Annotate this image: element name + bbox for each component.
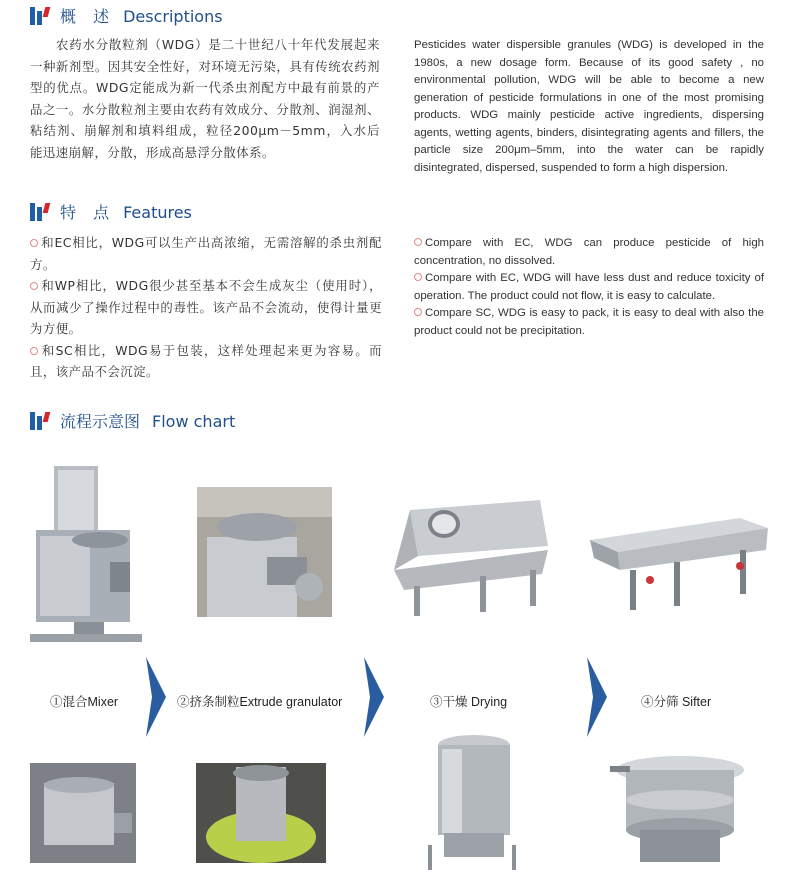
step-label-mixer: ①混合Mixer: [50, 695, 119, 709]
flowchart-heading: [30, 409, 235, 432]
descriptions-heading: [30, 4, 223, 27]
features-heading: [30, 200, 192, 223]
dryer-tower-photo: [424, 735, 520, 870]
flowchart-heading-en: Flow chart: [152, 412, 236, 431]
descriptions-heading-en: Descriptions: [123, 7, 223, 26]
mixer-machine-photo: [30, 462, 142, 642]
bullet-icon: [30, 347, 38, 355]
descriptions-text-en: Pesticides water dispersible granules (WDG) is developed in the 1980s, a new dosage form. Because of its good safety , no environmental pollution, WDG will be able to become a new generation of pesticide formulations in one of the most promising products. WDG mainly pesticide active ingredients, dispersing agents, wetting agents, binders, disintegrating agents and fillers, the particle size 200μm–5mm, into the water can be rapidly disintegrated, dispersed, suspended to form a high dispersion.: [414, 39, 764, 174]
brand-logo-icon: [30, 412, 50, 430]
step-label-extrude-granulator: ②挤条制粒Extrude granulator: [177, 695, 343, 709]
step-label-sifter: ④分筛 Sifter: [641, 695, 712, 709]
granulator-alt-photo: [196, 763, 326, 863]
flow-arrow-icon: [364, 657, 384, 737]
features-heading-en: Features: [123, 203, 192, 222]
feature-item-en: Compare with EC, WDG can produce pesticide of high concentration, no dissolved.: [414, 237, 764, 267]
extrude-granulator-photo: [197, 487, 332, 617]
drying-bed-photo: [390, 490, 550, 616]
bullet-icon: [30, 282, 38, 290]
bullet-icon: [414, 273, 422, 281]
sifter-machine-photo: [590, 510, 768, 616]
feature-item-en: Compare with EC, WDG will have less dust and reduce toxicity of operation. The product could not flow, it is easy to calculate.: [414, 272, 764, 302]
brand-logo-icon: [30, 7, 50, 25]
bullet-icon: [414, 308, 422, 316]
flow-arrow-icon: [587, 657, 607, 737]
bullet-icon: [414, 238, 422, 246]
step-label-drying: ③干燥 Drying: [430, 695, 508, 709]
bullet-icon: [30, 239, 38, 247]
mixer-alt-photo: [30, 763, 136, 863]
flow-arrow-icon: [146, 657, 166, 737]
feature-item-cn: 和SC相比，WDG易于包装，这样处理起来更为容易。而且，该产品不会沉淀。: [30, 342, 382, 379]
feature-item-cn: 和EC相比，WDG可以生产出高浓缩，无需溶解的杀虫剂配方。: [30, 235, 382, 272]
features-list-cn: [30, 232, 382, 383]
features-heading-cn: 特 点: [60, 203, 116, 222]
features-list-en: [414, 235, 764, 340]
vibrating-sifter-photo: [610, 750, 750, 870]
brand-logo-icon: [30, 203, 50, 221]
descriptions-text-cn: 农药水分散粒剂（WDG）是二十世纪八十年代发展起来一种新剂型。因其安全性好，对环境无污染，具有传统农药剂型的优点。WDG定能成为新一代杀虫剂配方中最有前景的产品之一。水分散粒剂主要由农药有效成分、分散剂、润湿剂、粘结剂、崩解剂和填料组成，粒径200μm－5mm，入水后能迅速崩解，分散，形成高悬浮分散体系。: [30, 37, 380, 160]
feature-item-en: Compare SC, WDG is easy to pack, it is easy to deal with also the product could not be precipitation.: [414, 307, 764, 337]
descriptions-heading-cn: 概 述: [60, 7, 116, 26]
flowchart-heading-cn: 流程示意图: [60, 412, 141, 431]
feature-item-cn: 和WP相比，WDG很少甚至基本不会生成灰尘（使用时），从而减少了操作过程中的毒性。该产品不会流动，使得计量更为方便。: [30, 278, 382, 336]
